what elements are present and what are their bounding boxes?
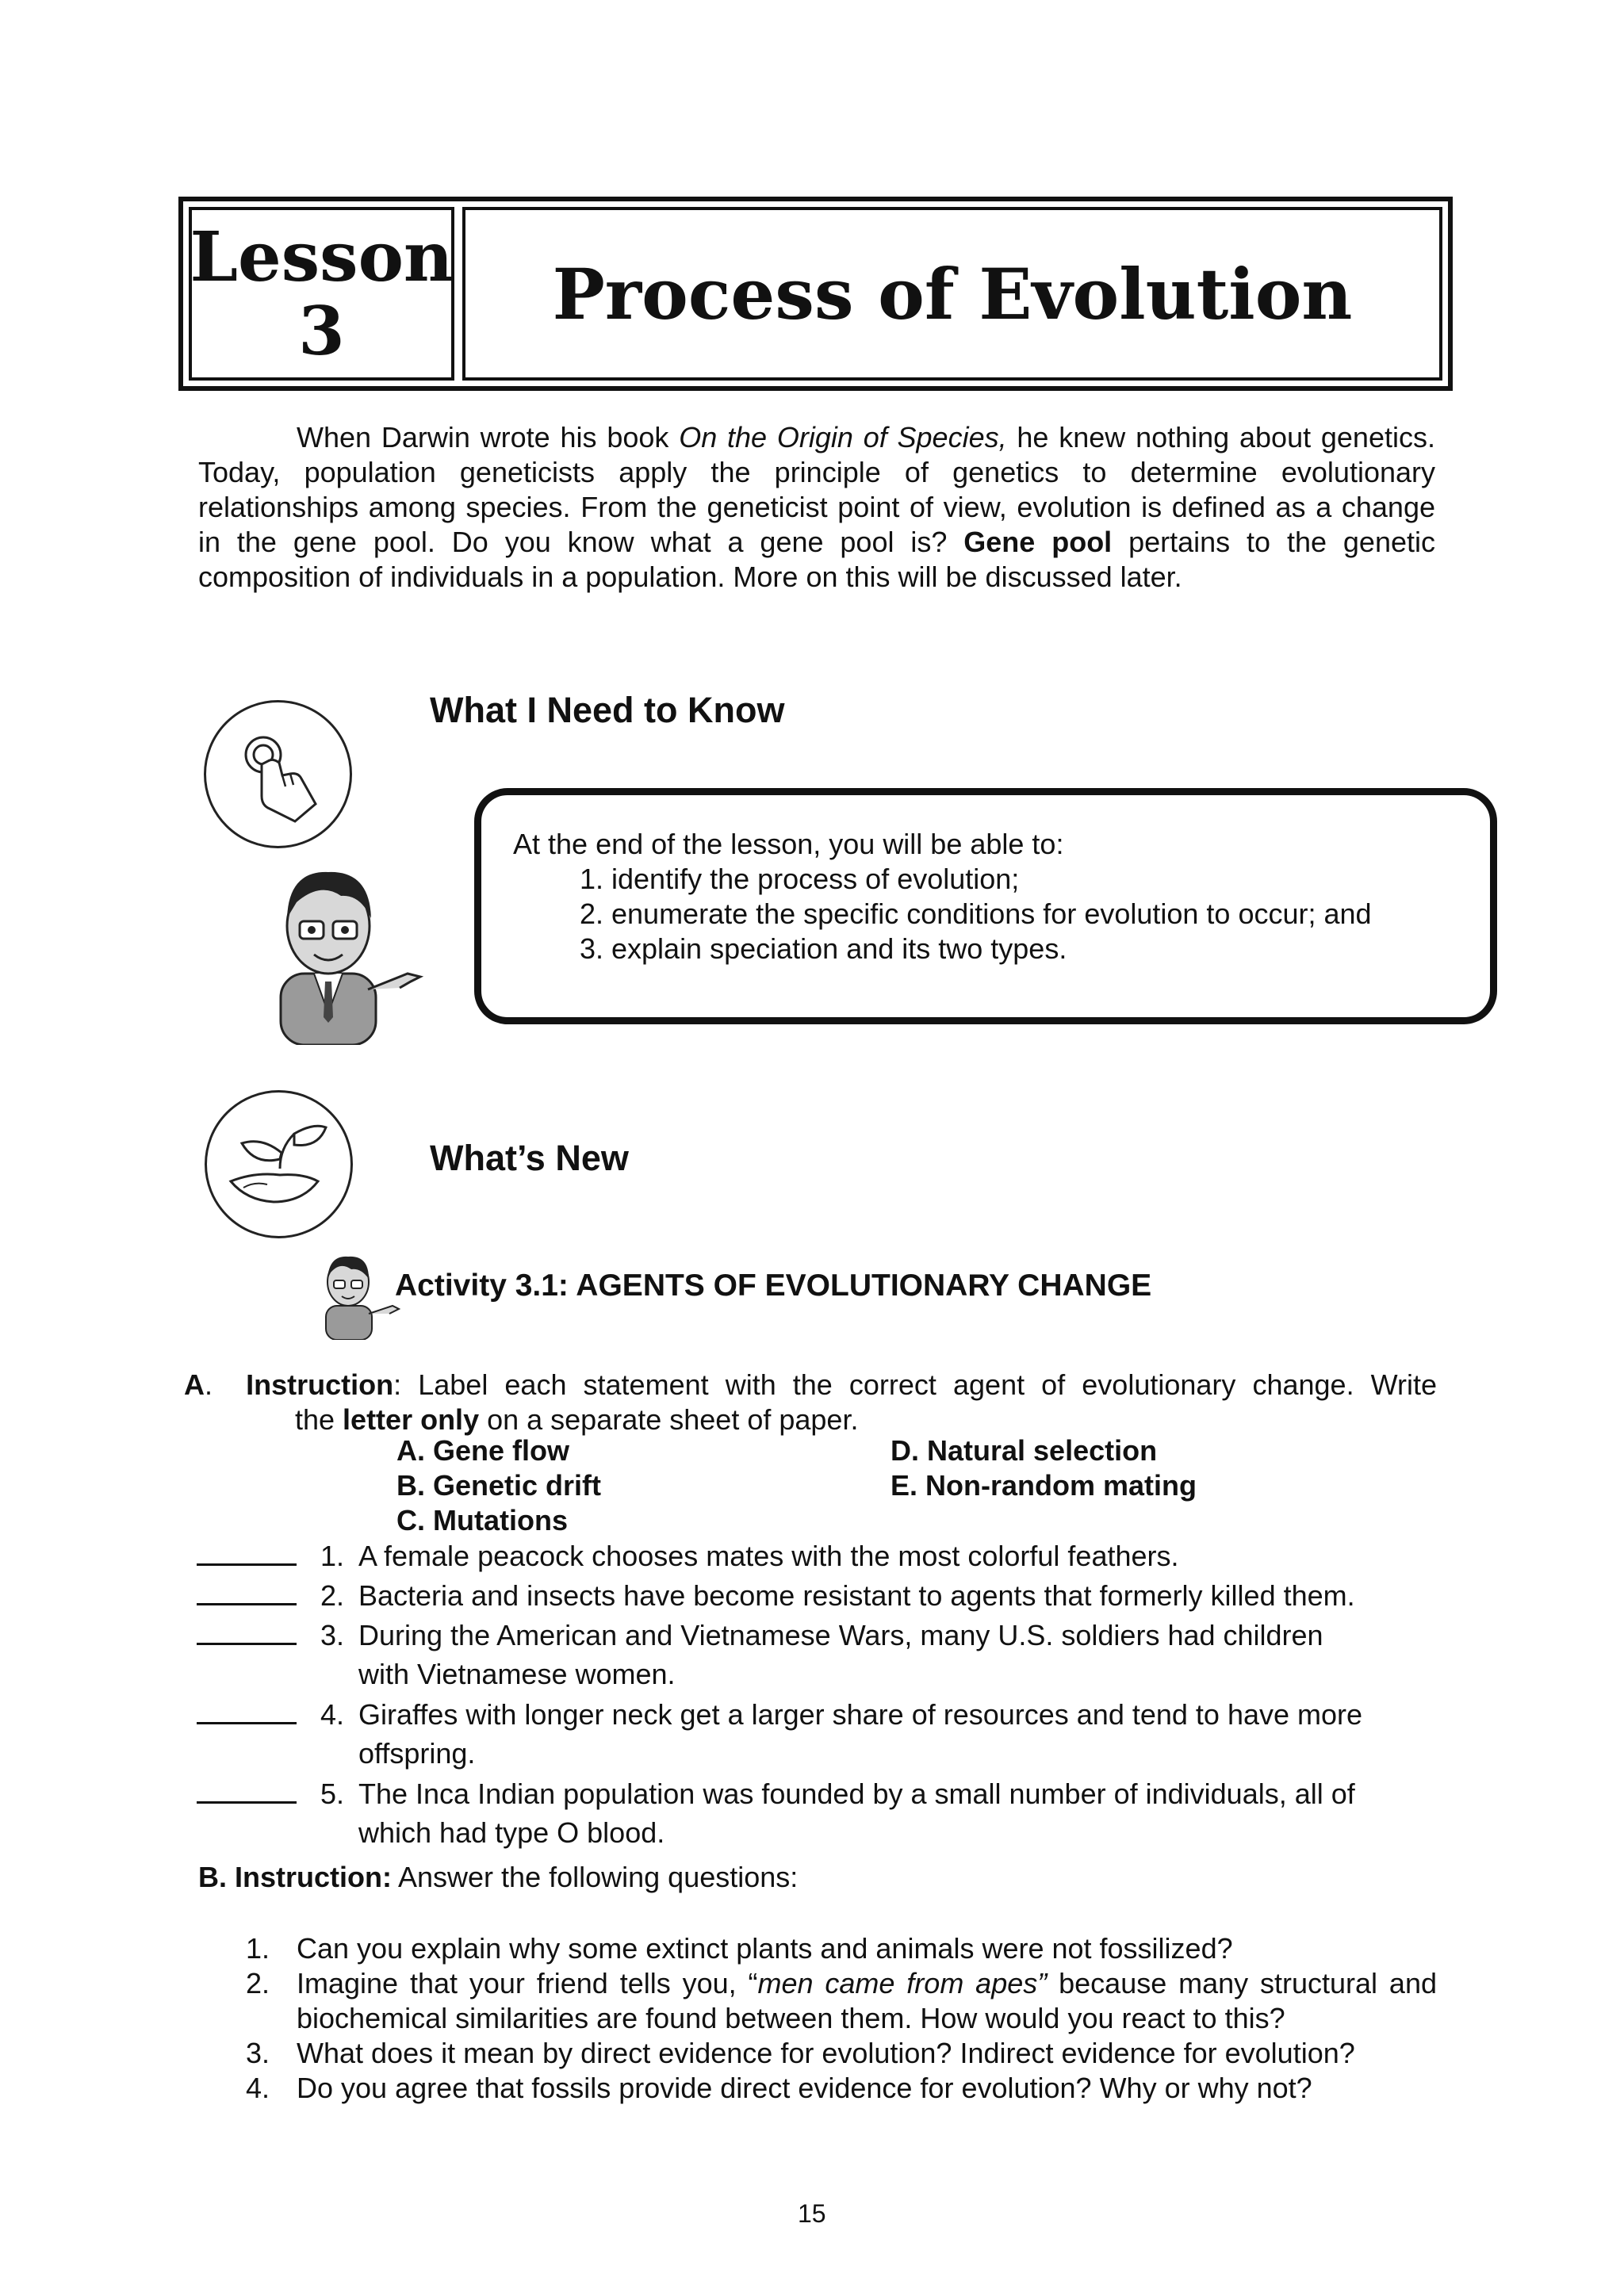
item-text-continued: offspring. bbox=[358, 1737, 476, 1770]
letter-only-emphasis: letter only bbox=[343, 1403, 480, 1436]
part-b-label: B. Instruction: bbox=[198, 1861, 392, 1893]
question-item: 3. What does it mean by direct evidence for evolution? Indirect evidence for evolution? bbox=[246, 2037, 1355, 2069]
lesson-number: 3 bbox=[298, 291, 345, 370]
intro-text-3: pertains to the genetic composition of individuals in a population. More on this will be discussed later. bbox=[198, 526, 1435, 593]
gene-pool-term: Gene pool bbox=[963, 526, 1113, 558]
activity-title: Activity 3.1: AGENTS OF EVOLUTIONARY CHANGE bbox=[395, 1269, 1152, 1303]
answer-blank[interactable] bbox=[197, 1536, 297, 1566]
objectives-intro: At the end of the lesson, you will be able to: bbox=[513, 828, 1064, 860]
part-b-instruction bbox=[198, 1860, 798, 1895]
lesson-title: Process of Evolution bbox=[552, 252, 1353, 335]
item-number: 3. bbox=[320, 1619, 345, 1651]
choice-d: D. Natural selection bbox=[891, 1434, 1158, 1467]
item-number: 5. bbox=[320, 1777, 345, 1810]
questions-list bbox=[246, 1931, 1437, 2106]
lesson-word: Lesson bbox=[190, 216, 454, 297]
part-b-text: Answer the following questions: bbox=[391, 1861, 799, 1893]
part-a-text-1: : Label each statement with the correct agent of evolutionary change. Write bbox=[393, 1368, 1437, 1401]
choices-left bbox=[396, 1433, 601, 1538]
answer-blank[interactable] bbox=[197, 1774, 297, 1804]
answer-blank[interactable] bbox=[197, 1695, 297, 1724]
page-number: 15 bbox=[798, 2199, 826, 2228]
question-text-continued: because many structural and biochemical similarities are found between them. How would you react to this? bbox=[297, 1967, 1437, 2034]
question-item: 4. Do you agree that fossils provide direct evidence for evolution? Why or why not? bbox=[246, 2072, 1312, 2104]
question-item: 2. Imagine that your friend tells you, “men came from apes” because many structural and biochemical similarities are found between them. How would you react to this? bbox=[246, 1967, 1437, 2034]
part-a-instruction bbox=[184, 1368, 1437, 1437]
answer-blank[interactable] bbox=[197, 1616, 297, 1645]
what-i-need-to-know-heading: What I Need to Know bbox=[430, 690, 785, 730]
objectives-box bbox=[474, 788, 1497, 1024]
objective-item: 3. explain speciation and its two types. bbox=[611, 932, 1490, 966]
part-a-marker: A bbox=[184, 1368, 205, 1401]
list-item bbox=[197, 1536, 1438, 1575]
choice-e: E. Non-random mating bbox=[891, 1469, 1197, 1502]
choice-c: C. Mutations bbox=[396, 1504, 568, 1536]
lesson-title-box bbox=[462, 207, 1442, 381]
whats-new-heading: What’s New bbox=[430, 1138, 629, 1178]
item-text-continued: which had type O blood. bbox=[358, 1816, 665, 1849]
plant-in-hand-icon bbox=[205, 1090, 353, 1238]
choice-b: B. Genetic drift bbox=[396, 1469, 602, 1502]
intro-text-1: When Darwin wrote his book bbox=[297, 421, 680, 453]
objectives-list bbox=[513, 862, 1490, 966]
question-text: What does it mean by direct evidence for evolution? Indirect evidence for evolution? bbox=[297, 2037, 1355, 2069]
item-text: A female peacock chooses mates with the most colorful feathers. bbox=[358, 1540, 1179, 1572]
choice-a: A. Gene flow bbox=[396, 1434, 570, 1467]
intro-text-2: he knew nothing about genetics. Today, population geneticists apply the principle of genetics to determine evolutionary relationships among species. From the geneticist point of view, evolution is defined as a change in the gene pool. Do you know what a gene pool is? bbox=[198, 421, 1435, 558]
lesson-header bbox=[178, 197, 1453, 391]
item-text: During the American and Vietnamese Wars, many U.S. soldiers had children bbox=[358, 1619, 1323, 1651]
item-text: Bacteria and insects have become resistant to agents that formerly killed them. bbox=[358, 1579, 1355, 1612]
question-text: Imagine that your friend tells you, “ bbox=[297, 1967, 758, 1999]
question-quote: men came from apes” bbox=[757, 1967, 1048, 1999]
part-a-text-2: on a separate sheet of paper. bbox=[479, 1403, 859, 1436]
item-text: The Inca Indian population was founded by a small number of individuals, all of bbox=[358, 1777, 1355, 1810]
list-item bbox=[197, 1695, 1438, 1770]
book-title: On the Origin of Species, bbox=[679, 421, 1007, 453]
teacher-character-icon bbox=[265, 855, 423, 1045]
question-text: Do you agree that fossils provide direct evidence for evolution? Why or why not? bbox=[297, 2072, 1312, 2104]
answer-blank[interactable] bbox=[197, 1576, 297, 1605]
hand-tap-icon bbox=[204, 700, 352, 848]
list-item bbox=[197, 1774, 1438, 1849]
question-item: 1. Can you explain why some extinct plants and animals were not fossilized? bbox=[246, 1932, 1233, 1965]
lesson-number-box bbox=[189, 207, 454, 381]
objective-item: 2. enumerate the specific conditions for evolution to occur; and bbox=[611, 897, 1490, 932]
item-text: Giraffes with longer neck get a larger share of resources and tend to have more bbox=[358, 1698, 1363, 1731]
item-number: 4. bbox=[320, 1698, 345, 1731]
item-number: 1. bbox=[320, 1540, 345, 1572]
question-text: Can you explain why some extinct plants and animals were not fossilized? bbox=[297, 1932, 1233, 1965]
part-a-line-1: A. Instruction: Label each statement with the correct agent of evolutionary change. Write bbox=[184, 1368, 1437, 1401]
teacher-small-icon bbox=[313, 1249, 400, 1340]
intro-paragraph bbox=[198, 420, 1435, 595]
list-item bbox=[197, 1576, 1438, 1615]
objective-item: 1. identify the process of evolution; bbox=[611, 862, 1490, 897]
item-text-continued: with Vietnamese women. bbox=[358, 1658, 676, 1690]
part-a-label: Instruction bbox=[246, 1368, 394, 1401]
item-number: 2. bbox=[320, 1579, 345, 1612]
part-a-line-2: the letter only on a separate sheet of paper. bbox=[295, 1403, 859, 1436]
choices-right bbox=[891, 1433, 1197, 1503]
list-item bbox=[197, 1616, 1438, 1690]
